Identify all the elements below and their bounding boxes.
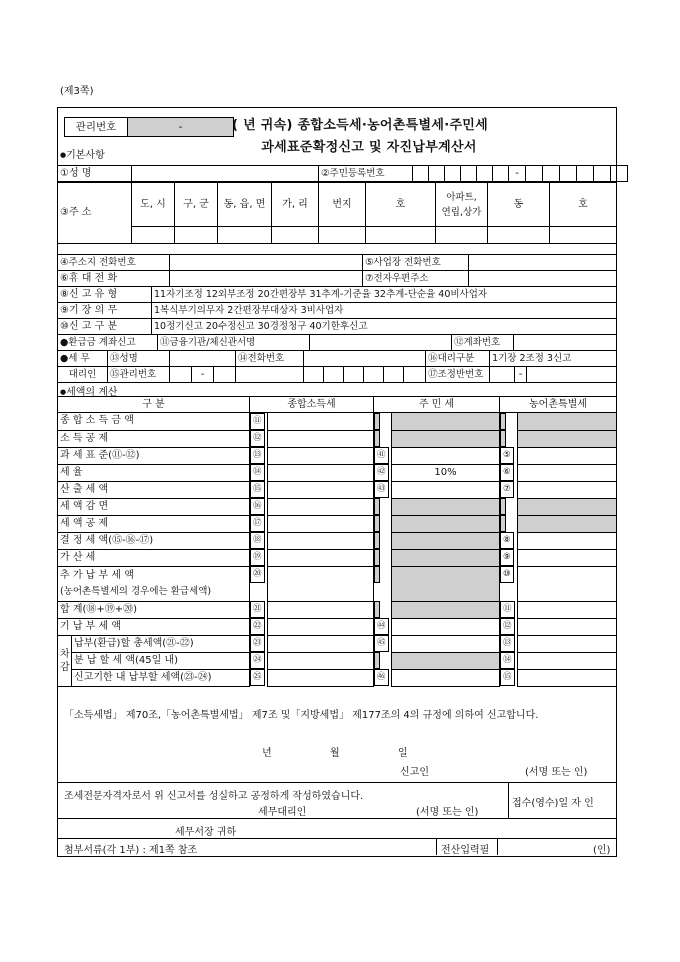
addr-col-gugun: 구, 군 xyxy=(175,183,218,227)
calc-row-label: 세 액 공 제 xyxy=(58,515,250,532)
seal-mark: (인) xyxy=(593,845,611,856)
management-number-field[interactable]: - xyxy=(128,118,233,136)
form-title-line1: ( 년 귀속) 종합소득세·농어촌특별세·주민세 xyxy=(232,118,489,133)
report-type-options[interactable]: 11자기조정 12외부조정 20간편장부 31추계-기준율 32추계-단순율 40비사업자 xyxy=(152,287,617,303)
calc-row-label: 가 산 세 xyxy=(58,549,250,566)
divider xyxy=(57,782,616,783)
home-phone-label: ④주소지 전화번호 xyxy=(58,255,170,271)
addr-col-ho: 호 xyxy=(366,183,436,227)
calc-row-label: 기 납 부 세 액 xyxy=(58,618,250,635)
income-line-number: ⑲ xyxy=(250,549,265,566)
email-field[interactable] xyxy=(469,271,617,287)
income-line-number: ㉒ xyxy=(250,618,265,635)
rural-line-number xyxy=(500,515,506,532)
basic-info-table xyxy=(57,165,628,182)
bullet-icon: ● xyxy=(60,151,67,159)
tax-agent-label2: 대리인 xyxy=(58,367,108,383)
tax-agent-table xyxy=(57,350,617,383)
section-basic-label: 기본사항 xyxy=(66,150,105,161)
agent-mgmt-digit[interactable] xyxy=(304,367,324,383)
agent-sign-label: 세무대리인 xyxy=(258,807,307,818)
calc-row-label: 세 액 감 면 xyxy=(58,498,250,515)
address-label: ③주 소 xyxy=(58,183,132,244)
rural-tax-value[interactable] xyxy=(518,481,617,498)
resident-line-number: ㊷ xyxy=(374,464,389,481)
income-line-number: ⑱ xyxy=(250,532,265,549)
calc-header-resident: 주 민 세 xyxy=(374,397,500,413)
bookkeeping-label: ⑨기 장 의 무 xyxy=(58,303,152,319)
page-number: (제3쪽) xyxy=(60,86,94,97)
agent-adj-label: ⑰조정반번호 xyxy=(426,367,490,383)
addr-gugun-field[interactable] xyxy=(175,227,218,244)
income-tax-value[interactable] xyxy=(268,515,374,532)
agent-mgmt-digit[interactable] xyxy=(344,367,364,383)
income-tax-value[interactable] xyxy=(268,447,374,464)
agent-adj-field[interactable] xyxy=(490,367,515,383)
rural-line-number: ⑩ xyxy=(500,566,514,583)
agent-mgmt-digit[interactable] xyxy=(404,367,426,383)
income-tax-value[interactable] xyxy=(268,532,374,549)
rrn-digit[interactable] xyxy=(461,166,477,182)
resident-line-number xyxy=(374,515,380,532)
rural-line-number: ⑥ xyxy=(500,464,514,481)
addr-bunji-field[interactable] xyxy=(319,227,366,244)
addr-apt-field[interactable] xyxy=(436,227,488,244)
calc-header-rural: 농어촌특별세 xyxy=(500,397,617,413)
rural-tax-value xyxy=(518,413,617,431)
addr-ho-field[interactable] xyxy=(366,227,436,244)
bank-label: ⑪금융기관/체신관서명 xyxy=(158,335,310,351)
calc-row-label: 종 합 소 득 금 액 xyxy=(58,413,250,431)
addr-apt-dong-field[interactable] xyxy=(488,227,550,244)
resident-tax-value xyxy=(392,413,500,431)
income-line-number: ⑭ xyxy=(250,464,265,481)
addr-col-apt-dong: 동 xyxy=(488,183,550,227)
income-tax-value[interactable] xyxy=(268,549,374,566)
rural-tax-value[interactable] xyxy=(518,566,617,601)
calc-row-label: 합 계(⑱+⑲+⑳) xyxy=(58,601,250,618)
income-line-number: ⑬ xyxy=(250,447,265,464)
rural-line-number xyxy=(500,498,506,515)
rural-tax-value[interactable] xyxy=(518,549,617,566)
resident-line-number: ㊺ xyxy=(374,635,389,652)
income-line-number: ⑪ xyxy=(250,413,265,430)
resident-line-number xyxy=(374,652,380,669)
income-tax-value[interactable] xyxy=(268,498,374,515)
resident-line-number xyxy=(374,601,380,618)
income-tax-value[interactable] xyxy=(268,464,374,481)
rural-tax-value[interactable] xyxy=(518,447,617,464)
calc-row xyxy=(58,549,617,566)
rural-line-number: ⑦ xyxy=(500,481,514,498)
income-line-number: ⑰ xyxy=(250,515,265,532)
calc-row xyxy=(58,601,617,618)
account-label: ⑫계좌번호 xyxy=(452,335,514,351)
resident-line-number: ㊹ xyxy=(374,618,389,635)
name-field[interactable] xyxy=(132,166,319,182)
resident-line-number xyxy=(374,566,380,583)
income-tax-value[interactable] xyxy=(268,601,374,618)
resident-tax-value xyxy=(392,652,500,669)
email-label: ⑦전자우편주소 xyxy=(363,271,469,287)
calc-row xyxy=(58,635,617,652)
rural-tax-value[interactable] xyxy=(518,532,617,549)
agent-mgmt-dash: - xyxy=(192,367,214,383)
rrn-digit[interactable] xyxy=(526,166,543,182)
addr-apt-ho-field[interactable] xyxy=(550,227,617,244)
income-line-number: ⑫ xyxy=(250,430,265,447)
rural-line-number: ⑨ xyxy=(500,549,514,566)
calc-row xyxy=(58,669,617,686)
agent-mgmt-field[interactable] xyxy=(214,367,236,383)
rural-tax-value[interactable] xyxy=(518,652,617,669)
bank-field[interactable] xyxy=(310,335,452,351)
divider xyxy=(508,782,509,818)
income-tax-value[interactable] xyxy=(268,618,374,635)
rrn-digit[interactable] xyxy=(413,166,429,182)
resident-line-number xyxy=(374,413,380,430)
agent-sign[interactable]: (서명 또는 인) xyxy=(416,807,479,818)
to-tax-office: 세무서장 귀하 xyxy=(175,827,237,838)
agent-type-label: ⑯대리구분 xyxy=(426,351,490,367)
calc-row xyxy=(58,532,617,549)
divider xyxy=(57,818,616,819)
rural-tax-value[interactable] xyxy=(518,669,617,686)
tax-agent-label: ●세 무 xyxy=(58,351,108,367)
biz-phone-label: ⑤사업장 전화번호 xyxy=(363,255,469,271)
resident-tax-value[interactable] xyxy=(392,481,500,498)
section-calc-label: 세액의 계산 xyxy=(66,387,118,398)
rural-line-number: ⑤ xyxy=(500,447,514,464)
resident-line-number xyxy=(374,498,380,515)
rural-line-number: ⑪ xyxy=(500,601,515,618)
calc-row-label xyxy=(58,566,250,601)
rrn-label: ②주민등록번호 xyxy=(319,166,413,182)
income-tax-value[interactable] xyxy=(268,652,374,669)
form-title-line2: 과세표준확정신고 및 자진납부계산서 xyxy=(261,140,477,155)
deduction-side-label: 차 감 xyxy=(58,635,72,686)
agent-mgmt-digit[interactable] xyxy=(364,367,384,383)
addr-col-apt-ho: 호 xyxy=(550,183,617,227)
rural-line-number: ⑭ xyxy=(500,652,515,669)
statement-text: 「소득세법」 제70조,「농어촌특별세법」 제7조 및「지방세법」 제177조의 4의 규정에 의하여 신고합니다. xyxy=(64,710,539,721)
rural-tax-value[interactable] xyxy=(518,601,617,618)
resident-line-number xyxy=(374,549,380,566)
report-type-table xyxy=(57,286,617,335)
calc-row-label: 분 납 할 세 액(45일 내) xyxy=(72,652,250,669)
resident-tax-value xyxy=(392,549,500,566)
biz-phone-field[interactable] xyxy=(469,255,617,271)
agent-name-field[interactable] xyxy=(170,351,236,367)
income-line-number: ㉓ xyxy=(250,635,265,652)
calc-row-label: 산 출 세 액 xyxy=(58,481,250,498)
income-line-number: ⑯ xyxy=(250,498,265,515)
calc-row xyxy=(58,618,617,635)
agent-statement: 조세전문자격자로서 위 신고서를 성실하고 공정하게 작성하였습니다. xyxy=(64,791,364,802)
income-line-number: ⑮ xyxy=(250,481,265,498)
rural-tax-value[interactable] xyxy=(518,464,617,481)
income-tax-value[interactable] xyxy=(268,669,374,686)
income-tax-value[interactable] xyxy=(268,566,374,601)
rural-line-number: ⑬ xyxy=(500,635,515,652)
income-tax-value[interactable] xyxy=(268,413,374,431)
agent-type-options[interactable]: 1기장 2조정 3신고 xyxy=(490,351,617,367)
calc-row-label: 세 율 xyxy=(58,464,250,481)
calc-row-label: 소 득 공 제 xyxy=(58,430,250,447)
agent-mgmt-label: ⑮관리번호 xyxy=(108,367,170,383)
reporter-sign[interactable]: (서명 또는 인) xyxy=(525,767,588,778)
addr-col-bunji: 번지 xyxy=(319,183,366,227)
divider xyxy=(57,838,616,839)
divider xyxy=(436,838,437,855)
rural-tax-value xyxy=(518,498,617,515)
calc-row xyxy=(58,515,617,532)
resident-tax-value xyxy=(392,430,500,447)
calc-header-item: 구 분 xyxy=(58,397,250,413)
date-month: 월 xyxy=(330,748,340,759)
report-category-label: ⑩신 고 구 분 xyxy=(58,319,152,335)
resident-tax-value[interactable] xyxy=(392,635,500,652)
resident-line-number: ㊶ xyxy=(374,447,389,464)
agent-phone-label: ⑭전화번호 xyxy=(236,351,304,367)
bookkeeping-options[interactable]: 1복식부기의무자 2간편장부대상자 3비사업자 xyxy=(152,303,617,319)
agent-mgmt-digit[interactable] xyxy=(384,367,404,383)
resident-line-number xyxy=(374,532,380,549)
account-field[interactable] xyxy=(514,335,617,351)
refund-account-label: ●환급금 계좌신고 xyxy=(58,335,158,351)
date-day: 일 xyxy=(398,748,408,759)
rural-line-number: ⑮ xyxy=(500,669,515,686)
agent-adj-dash: - xyxy=(515,367,527,383)
resident-tax-value xyxy=(392,515,500,532)
calc-row xyxy=(58,481,617,498)
calc-row-label: 결 정 세 액(⑮-⑯-⑰) xyxy=(58,532,250,549)
section-basic xyxy=(60,146,105,161)
addr-ri-field[interactable] xyxy=(272,227,319,244)
rrn-digit[interactable] xyxy=(611,166,628,182)
resident-line-number xyxy=(374,430,380,447)
calc-row xyxy=(58,430,617,447)
calc-row-label: 납부(환급)할 총세액(㉑-㉒) xyxy=(72,635,250,652)
home-phone-field[interactable] xyxy=(170,255,363,271)
addr-sido-field[interactable] xyxy=(132,227,175,244)
calc-row-label-main: 추 가 납 부 세 액 xyxy=(60,569,134,581)
resident-tax-value xyxy=(392,566,500,601)
attachments: 첨부서류(각 1부) : 제1쪽 참조 xyxy=(64,845,198,856)
rrn-digit[interactable] xyxy=(543,166,560,182)
rrn-digit[interactable] xyxy=(560,166,577,182)
rrn-digit[interactable] xyxy=(445,166,461,182)
rrn-digit[interactable] xyxy=(577,166,594,182)
rural-line-number: ⑧ xyxy=(500,532,514,549)
rural-tax-value xyxy=(518,430,617,447)
name-label: ①성 명 xyxy=(58,166,132,182)
report-category-options[interactable]: 10정기신고 20수정신고 30경정청구 40기한후신고 xyxy=(152,319,617,335)
calc-row-label: 과 세 표 준(⑪-⑫) xyxy=(58,447,250,464)
resident-tax-value[interactable] xyxy=(392,669,500,686)
rural-tax-value[interactable] xyxy=(518,635,617,652)
rrn-dash: - xyxy=(509,166,526,182)
income-tax-value[interactable] xyxy=(268,430,374,447)
agent-mgmt-digit[interactable] xyxy=(324,367,344,383)
resident-tax-value xyxy=(392,532,500,549)
mobile-label: ⑥휴 대 전 화 xyxy=(58,271,170,287)
addr-col-sido: 도, 시 xyxy=(132,183,175,227)
rrn-digit[interactable] xyxy=(594,166,611,182)
divider xyxy=(497,838,498,855)
resident-line-number: ㊸ xyxy=(374,481,389,498)
receipt-stamp-label: 접수(영수)일 자 인 xyxy=(512,798,594,809)
agent-mgmt-digit[interactable] xyxy=(236,367,304,383)
rural-tax-value[interactable] xyxy=(518,618,617,635)
rrn-digit[interactable] xyxy=(477,166,493,182)
rrn-digit[interactable] xyxy=(493,166,509,182)
addr-col-apt: 아파트, 연립,상가 xyxy=(436,183,488,227)
resident-line-number: ㊻ xyxy=(374,669,389,686)
tax-calc-table xyxy=(57,396,617,687)
income-line-number: ㉕ xyxy=(250,669,265,686)
calc-row xyxy=(58,498,617,515)
resident-tax-value xyxy=(392,601,500,618)
calc-row-label: 신고기한 내 납부할 세액(㉓-㉔) xyxy=(72,669,250,686)
management-number xyxy=(64,117,234,137)
income-tax-value[interactable] xyxy=(268,635,374,652)
addr-col-ri: 가, 리 xyxy=(272,183,319,227)
calc-row xyxy=(58,652,617,669)
bullet-icon: ● xyxy=(60,388,67,396)
resident-tax-value[interactable] xyxy=(392,618,500,635)
addr-dong-field[interactable] xyxy=(218,227,272,244)
agent-name-label: ⑬성명 xyxy=(108,351,170,367)
refund-account-table xyxy=(57,334,617,351)
income-line-number: ㉑ xyxy=(250,601,265,618)
income-line-number: ⑳ xyxy=(250,566,265,583)
resident-tax-value[interactable] xyxy=(392,447,500,464)
calc-header-income: 종합소득세 xyxy=(250,397,374,413)
calc-row-label-sub: (농어촌특별세의 경우에는 환급세액) xyxy=(60,585,212,597)
agent-phone-field[interactable] xyxy=(304,351,426,367)
income-line-number: ㉔ xyxy=(250,652,265,669)
contact-table xyxy=(57,254,617,287)
calc-row xyxy=(58,447,617,464)
rural-line-number xyxy=(500,413,506,430)
income-tax-value[interactable] xyxy=(268,481,374,498)
rural-tax-value xyxy=(518,515,617,532)
rural-line-number: ⑫ xyxy=(500,618,515,635)
agent-adj-field[interactable] xyxy=(527,367,617,383)
resident-tax-value[interactable]: 10% xyxy=(392,464,500,481)
address-table xyxy=(57,182,617,244)
calc-row xyxy=(58,464,617,481)
mobile-field[interactable] xyxy=(170,271,363,287)
addr-col-dong: 동, 읍, 면 xyxy=(218,183,272,227)
rural-line-number xyxy=(500,430,506,447)
reporter-label: 신고인 xyxy=(400,767,429,778)
agent-mgmt-field[interactable] xyxy=(170,367,192,383)
input-done-label: 전산입력필 xyxy=(441,845,490,856)
date-year: 년 xyxy=(262,748,272,759)
rrn-digit[interactable] xyxy=(429,166,445,182)
resident-tax-value xyxy=(392,498,500,515)
management-number-label: 관리번호 xyxy=(65,118,128,136)
report-type-label: ⑧신 고 유 형 xyxy=(58,287,152,303)
calc-row xyxy=(58,413,617,431)
calc-row xyxy=(58,566,617,601)
